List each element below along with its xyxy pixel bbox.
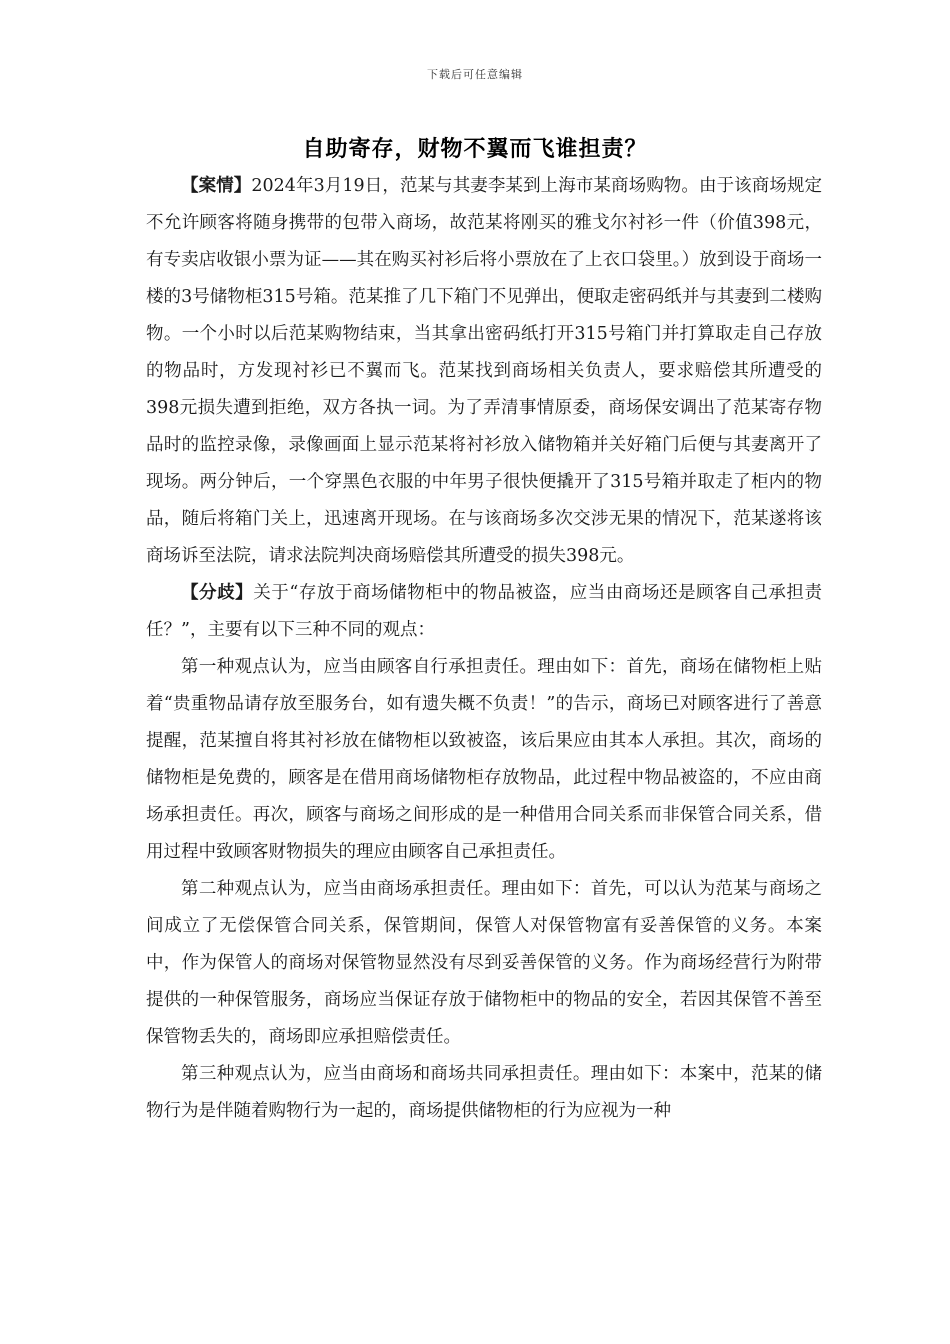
document-title: 自助寄存，财物不翼而飞谁担责？ xyxy=(302,136,648,162)
header-note: 下载后可任意编辑 xyxy=(427,68,523,81)
paragraph-text: 2024年3月19日，范某与其妻李某到上海市某商场购物。由于该商场规定不允许顾客将随身携带的包带入商场，故范某将刚买的雅戈尔衬衫一件（价值398元，有专卖店收银小票为证——其在购买衬衫后将小票放在了上衣口袋里。）放到设于商场一楼的3号储物柜315号箱。范某推了几下箱门不见弹出，便取走密码纸并与其妻到二楼购物。一个小时以后范某购物结束，当其拿出密码纸打开315号箱门并打算取走自己存放的物品时，方发现衬衫已不翼而飞。范某找到商场相关负责人，要求赔偿其所遭受的398元损失遭到拒绝，双方各执一词。为了弄清事情原委，商场保安调出了范某寄存物品时的监控录像，录像画面上显示范某将衬衫放入储物箱并关好箱门后便与其妻离开了现场。两分钟后，一个穿黑色衣服的中年男子很快便撬开了315号箱并取走了柜内的物品，随后将箱门关上，迅速离开现场。在与该商场多次交涉无果的情况下，范某遂将该商场诉至法院，请求法院判决商场赔偿其所遭受的损失398元。 xyxy=(146,176,823,566)
paragraph-case xyxy=(146,168,822,575)
paragraph-view-three xyxy=(146,1056,822,1130)
paragraph-text: 第一种观点认为，应当由顾客自行承担责任。理由如下：首先，商场在储物柜上贴着“贵重物品请存放至服务台，如有遗失概不负责！”的告示，商场已对顾客进行了善意提醒，范某擅自将其衬衫放在储物柜以致被盗，该后果应由其本人承担。其次，商场的储物柜是免费的，顾客是在借用商场储物柜存放物品，此过程中物品被盗的，不应由商场承担责任。再次，顾客与商场之间形成的是一种借用合同关系而非保管合同关系，借用过程中致顾客财物损失的理应由顾客自己承担责任。 xyxy=(146,657,822,862)
paragraph-text: 第三种观点认为，应当由商场和商场共同承担责任。理由如下：本案中，范某的储物行为是伴随着购物行为一起的，商场提供储物柜的行为应视为一种 xyxy=(146,1064,822,1121)
paragraph-text: 关于“存放于商场储物柜中的物品被盗，应当由商场还是顾客自己承担责任？”，主要有以下三种不同的观点： xyxy=(146,583,822,640)
paragraph-text: 第二种观点认为，应当由商场承担责任。理由如下：首先，可以认为范某与商场之间成立了无偿保管合同关系，保管期间，保管人对保管物富有妥善保管的义务。本案中，作为保管人的商场对保管物显然没有尽到妥善保管的义务。作为商场经营行为附带提供的一种保管服务，商场应当保证存放于储物柜中的物品的安全，若因其保管不善至保管物丢失的，商场即应承担赔偿责任。 xyxy=(146,879,822,1047)
section-label-case: 【案情】 xyxy=(181,176,252,196)
section-label-dispute: 【分歧】 xyxy=(181,583,254,603)
paragraph-dispute xyxy=(146,575,822,649)
paragraph-view-two xyxy=(146,871,822,1056)
paragraph-view-one xyxy=(146,649,822,871)
document-body xyxy=(146,168,822,1130)
